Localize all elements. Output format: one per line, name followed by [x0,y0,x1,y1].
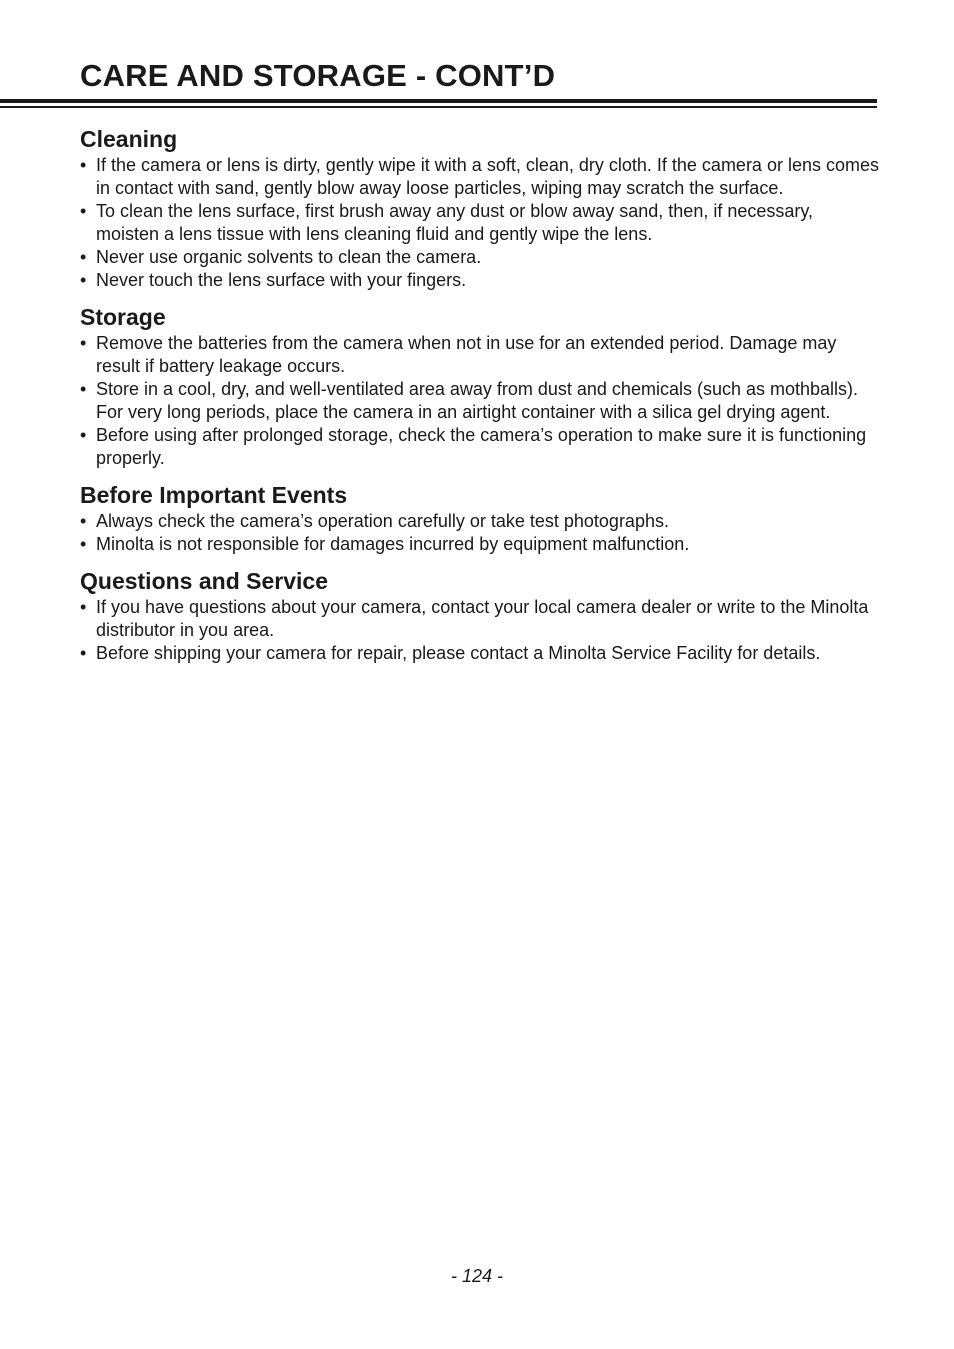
bullet-icon: • [80,247,87,267]
section-cleaning [80,124,880,292]
section-heading: Storage [80,304,166,330]
list-item [80,596,880,642]
list-item [80,424,880,470]
list-item [80,510,880,533]
bullet-icon: • [80,643,87,663]
bullet-list [80,596,880,665]
bullet-icon: • [80,597,87,617]
section-heading: Questions and Service [80,568,328,594]
list-item-text: Remove the batteries from the camera when not in use for an extended period. Damage may result if battery leakage occurs. [96,333,837,376]
list-item [80,332,880,378]
list-item-text: Never touch the lens surface with your fingers. [96,270,467,290]
bullet-icon: • [80,270,87,290]
page-number: - 124 - [450,1266,504,1286]
bullet-icon: • [80,534,87,554]
bullet-icon: • [80,425,87,445]
list-item-text: Before using after prolonged storage, check the camera’s operation to make sure it is functioning properly. [96,425,867,468]
bullet-icon: • [80,379,87,399]
bullet-icon: • [80,155,87,175]
list-item-text: Store in a cool, dry, and well-ventilated area away from dust and chemicals (such as mothballs). For very long periods, place the camera in an airtight container with a silica gel drying agent. [96,379,859,422]
list-item-text: Always check the camera’s operation carefully or take test photographs. [96,511,669,531]
section-heading: Before Important Events [80,482,348,508]
title-rule-thick [0,99,877,103]
section-storage [80,302,880,470]
list-item [80,200,880,246]
list-item [80,642,880,665]
bullet-list [80,154,880,292]
list-item-text: If you have questions about your camera, contact your local camera dealer or write to the Minolta distributor in you area. [96,597,869,640]
bullet-list [80,332,880,470]
bullet-icon: • [80,201,87,221]
bullet-icon: • [80,333,87,353]
page-title: CARE AND STORAGE - CONT’D [80,58,556,93]
list-item-text: Before shipping your camera for repair, please contact a Minolta Service Facility for details. [96,643,821,663]
list-item-text: If the camera or lens is dirty, gently wipe it with a soft, clean, dry cloth. If the camera or lens comes in contact with sand, gently blow away loose particles, wiping may scratch the surface. [96,155,879,198]
bullet-list [80,510,880,556]
list-item [80,533,880,556]
list-item [80,378,880,424]
section-heading: Cleaning [80,126,178,152]
section-before-important-events [80,480,880,556]
section-questions-and-service [80,566,880,665]
list-item [80,154,880,200]
page-content [80,124,880,675]
list-item-text: Never use organic solvents to clean the camera. [96,247,482,267]
list-item-text: To clean the lens surface, first brush away any dust or blow away sand, then, if necessary, moisten a lens tissue with lens cleaning fluid and gently wipe the lens. [96,201,814,244]
list-item [80,246,880,269]
list-item [80,269,880,292]
bullet-icon: • [80,511,87,531]
title-rule-thin [0,106,877,108]
list-item-text: Minolta is not responsible for damages incurred by equipment malfunction. [96,534,690,554]
